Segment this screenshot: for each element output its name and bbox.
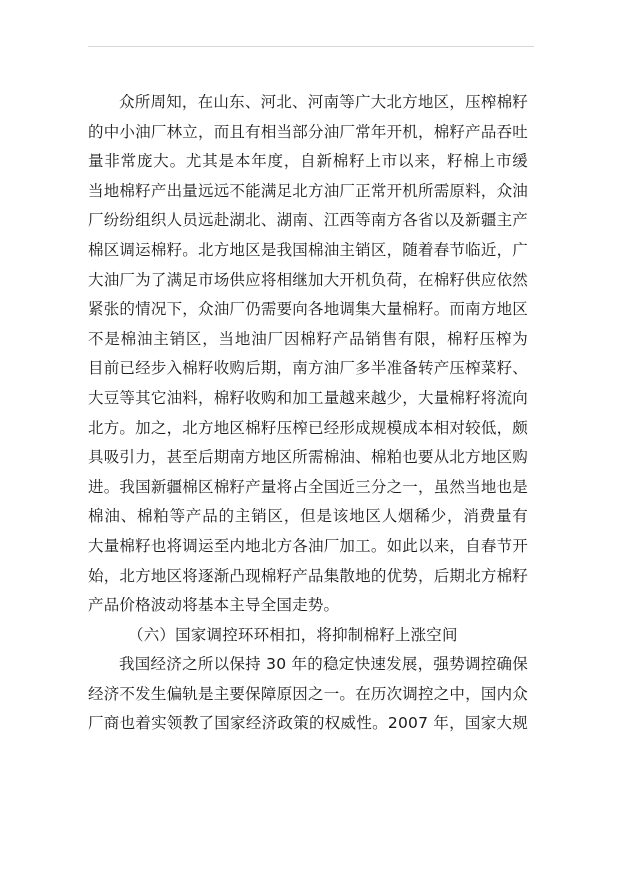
text-line: 当地棉籽产出量远远不能满足北方油厂正常开机所需原料，众油 xyxy=(88,181,528,200)
text-line: 大量棉籽也将调运至内地北方各油厂加工。如此以来，自春节开 xyxy=(88,536,528,555)
text-line: 产品价格波动将基本主导全国走势。 xyxy=(88,596,340,615)
text-line: 目前已经步入棉籽收购后期，南方油厂多半准备转产压榨菜籽、 xyxy=(88,359,528,378)
text-line: 厂纷纷组织人员远赴湖北、湖南、江西等南方各省以及新疆主产 xyxy=(88,211,528,230)
text-line: 厂商也着实领教了国家经济政策的权威性。2007 年，国家大规 xyxy=(88,714,528,733)
text-line: 大豆等其它油料，棉籽收购和加工量越来越少，大量棉籽将流向 xyxy=(88,388,528,407)
text-line: 北方。加之，北方地区棉籽压榨已经形成规模成本相对较低，颇 xyxy=(88,418,528,437)
text-line: 进。我国新疆棉区棉籽产量将占全国近三分之一，虽然当地也是 xyxy=(88,477,528,496)
header-divider xyxy=(88,46,534,47)
text-line: 棉油、棉粕等产品的主销区，但是该地区人烟稀少，消费量有 xyxy=(88,507,528,526)
text-line: 始，北方地区将逐渐凸现棉籽产品集散地的优势，后期北方棉籽 xyxy=(88,566,528,585)
text-line: 经济不发生偏轨是主要保障原因之一。在历次调控之中，国内众 xyxy=(88,684,528,703)
text-line: 量非常庞大。尤其是本年度，自新棉籽上市以来，籽棉上市缓 xyxy=(88,152,528,171)
text-line: 大油厂为了满足市场供应将相继加大开机负荷，在棉籽供应依然 xyxy=(88,270,528,289)
text-line: 我国经济之所以保持 30 年的稳定快速发展，强势调控确保 xyxy=(119,655,528,674)
text-line: 众所周知，在山东、河北、河南等广大北方地区，压榨棉籽 xyxy=(119,93,528,111)
document-body xyxy=(88,88,528,739)
text-line: 棉区调运棉籽。北方地区是我国棉油主销区，随着春节临近，广 xyxy=(88,240,528,259)
text-line: 不是棉油主销区，当地油厂因棉籽产品销售有限，棉籽压榨为 xyxy=(88,329,528,348)
text-line: 具吸引力，甚至后期南方地区所需棉油、棉粕也要从北方地区购 xyxy=(88,448,528,467)
text-line: 紧张的情况下，众油厂仍需要向各地调集大量棉籽。而南方地区 xyxy=(88,300,528,319)
text-line: 的中小油厂林立，而且有相当部分油厂常年开机，棉籽产品吞吐 xyxy=(88,122,528,141)
section-heading: （六）国家调控环环相扣，将抑制棉籽上涨空间 xyxy=(128,625,458,644)
